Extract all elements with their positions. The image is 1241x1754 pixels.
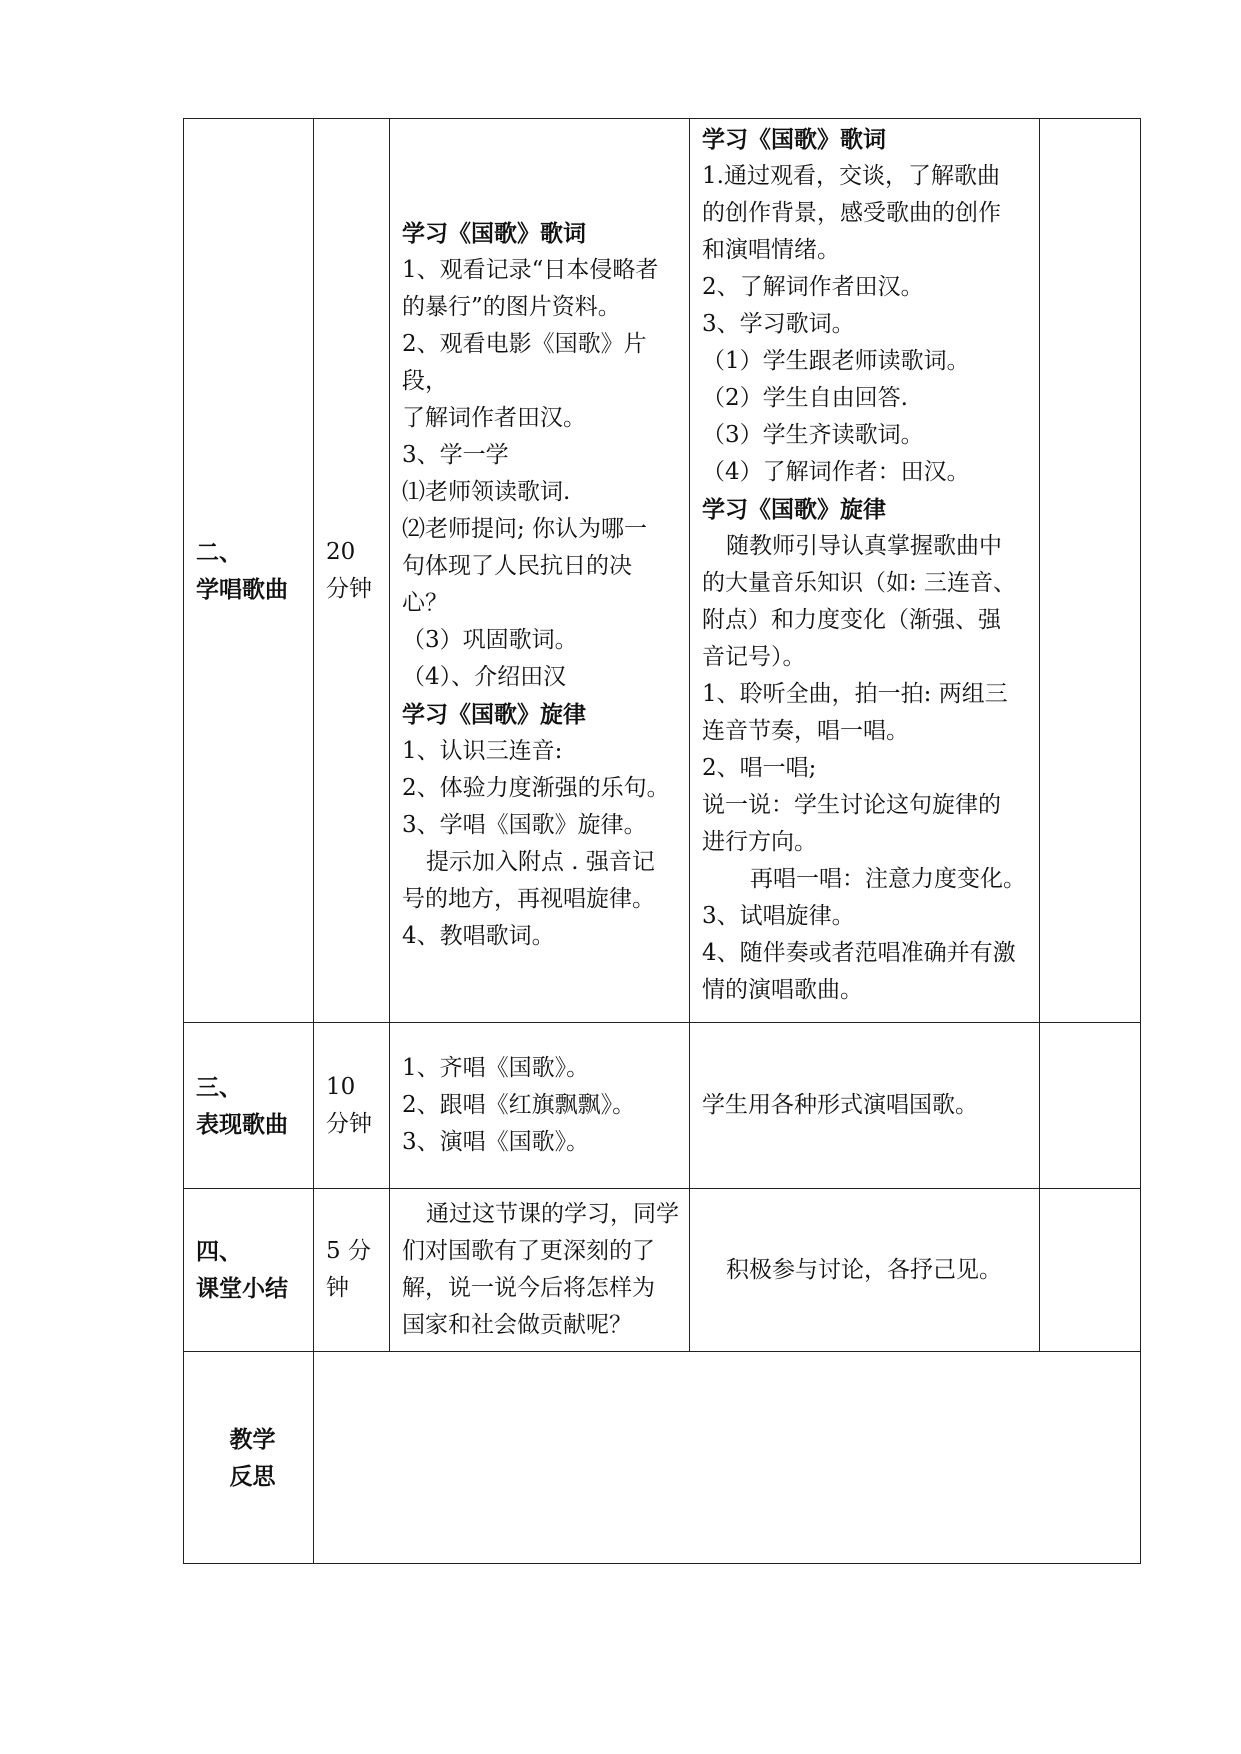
time-text: 20 bbox=[326, 538, 356, 565]
activity-line: （1）学生跟老师读歌词。 bbox=[702, 348, 970, 374]
student-activity-cell bbox=[690, 119, 1040, 1023]
activity-line: （4）了解词作者：田汉。 bbox=[702, 459, 970, 485]
stage-name: 学唱歌曲 bbox=[196, 575, 288, 603]
activity-line: 连音节奏，唱一唱。 bbox=[702, 718, 909, 744]
activity-line: （4）、介绍田汉 bbox=[402, 664, 567, 690]
activity-line: ⑴老师领读歌词. bbox=[402, 479, 571, 505]
activity-line: 心？ bbox=[402, 590, 448, 616]
activity-line: 们对国歌有了更深刻的了 bbox=[402, 1238, 655, 1264]
activity-line: 3、演唱《国歌》。 bbox=[402, 1129, 590, 1155]
notes-cell bbox=[1040, 119, 1141, 1023]
activity-line: 2、唱一唱; bbox=[702, 755, 817, 781]
activity-line: 3、学一学 bbox=[402, 442, 509, 468]
section-heading: 学习《国歌》旋律 bbox=[402, 701, 586, 728]
teacher-activity-cell bbox=[390, 1189, 690, 1352]
reflection-label: 教学 bbox=[229, 1425, 276, 1453]
notes-cell bbox=[1040, 1023, 1141, 1189]
activity-line: 的暴行”的图片资料。 bbox=[402, 294, 621, 320]
activity-line: 音记号）。 bbox=[702, 644, 806, 670]
activity-line: ⑵老师提问; 你认为哪一 bbox=[402, 516, 648, 542]
activity-line: 再唱一唱：注意力度变化。 bbox=[750, 866, 1026, 892]
activity-line: 4、随伴奏或者范唱准确并有激 bbox=[702, 940, 1016, 966]
activity-line: （2）学生自由回答. bbox=[702, 385, 908, 411]
activity-line: 学生用各种形式演唱国歌。 bbox=[702, 1092, 978, 1118]
table-row bbox=[184, 1189, 1141, 1352]
time-text: 分钟 bbox=[326, 1110, 372, 1137]
activity-line: 2、跟唱《红旗飘飘》。 bbox=[402, 1092, 636, 1118]
activity-line: 1、认识三连音: bbox=[402, 738, 563, 764]
stage-cell bbox=[184, 119, 314, 1023]
activity-line: （3）巩固歌词。 bbox=[402, 627, 578, 653]
activity-line: 1、齐唱《国歌》。 bbox=[402, 1055, 590, 1081]
activity-line: 国家和社会做贡献呢？ bbox=[402, 1312, 632, 1338]
reflection-row bbox=[184, 1352, 1141, 1564]
activity-line: 2、体验力度渐强的乐句。 bbox=[402, 775, 670, 801]
reflection-label: 反思 bbox=[229, 1462, 276, 1490]
table-row bbox=[184, 1023, 1141, 1189]
activity-line: 积极参与讨论，各抒己见。 bbox=[726, 1256, 1002, 1283]
lesson-plan-table bbox=[183, 118, 1141, 1564]
activity-line: 和演唱情绪。 bbox=[702, 237, 840, 263]
time-text: 钟 bbox=[326, 1275, 349, 1301]
stage-number: 三、 bbox=[196, 1073, 242, 1101]
stage-name: 课堂小结 bbox=[196, 1275, 288, 1302]
activity-line: 通过这节课的学习，同学 bbox=[426, 1201, 679, 1227]
reflection-label-cell bbox=[184, 1352, 314, 1564]
time-cell bbox=[314, 119, 390, 1023]
section-heading: 学习《国歌》歌词 bbox=[402, 220, 586, 247]
stage-number: 二、 bbox=[196, 538, 242, 566]
notes-cell bbox=[1040, 1189, 1141, 1352]
activity-line: 3、试唱旋律。 bbox=[702, 903, 855, 929]
teacher-activity-cell bbox=[390, 1023, 690, 1189]
time-text: 5 分 bbox=[326, 1238, 371, 1264]
activity-line: 1、聆听全曲，拍一拍: 两组三 bbox=[702, 681, 1008, 707]
activity-line: 进行方向。 bbox=[702, 829, 817, 855]
student-activity-cell bbox=[690, 1023, 1040, 1189]
time-text: 10 bbox=[326, 1073, 356, 1100]
activity-line: 的创作背景，感受歌曲的创作 bbox=[702, 200, 1001, 226]
activity-line: 解，说一说今后将怎样为 bbox=[402, 1275, 655, 1301]
activity-line: 附点）和力度变化（渐强、强 bbox=[702, 607, 1001, 633]
activity-line: 2、了解词作者田汉。 bbox=[702, 274, 924, 300]
activity-line: 1.通过观看，交谈，了解歌曲 bbox=[702, 163, 1000, 189]
activity-line: 的大量音乐知识（如: 三连音、 bbox=[702, 570, 1017, 596]
reflection-content-cell bbox=[314, 1352, 1141, 1564]
activity-line: 了解词作者田汉。 bbox=[402, 405, 586, 431]
stage-cell bbox=[184, 1023, 314, 1189]
time-text: 分钟 bbox=[326, 575, 372, 602]
activity-line: 3、学唱《国歌》旋律。 bbox=[402, 812, 647, 838]
activity-line: 情的演唱歌曲。 bbox=[702, 977, 863, 1003]
time-cell bbox=[314, 1189, 390, 1352]
section-heading: 学习《国歌》歌词 bbox=[702, 126, 886, 153]
activity-line: 4、教唱歌词。 bbox=[402, 923, 555, 949]
activity-line: 2、观看电影《国歌》片段， bbox=[402, 331, 647, 394]
activity-line: 号的地方，再视唱旋律。 bbox=[402, 886, 655, 912]
teacher-activity-cell bbox=[390, 119, 690, 1023]
table-row bbox=[184, 119, 1141, 1023]
activity-line: 3、学习歌词。 bbox=[702, 311, 855, 337]
activity-line: 句体现了人民抗日的决 bbox=[402, 553, 632, 579]
section-heading: 学习《国歌》旋律 bbox=[702, 496, 886, 523]
time-cell bbox=[314, 1023, 390, 1189]
stage-number: 四、 bbox=[196, 1238, 242, 1265]
stage-cell bbox=[184, 1189, 314, 1352]
activity-line: （3）学生齐读歌词。 bbox=[702, 422, 924, 448]
activity-line: 提示加入附点 . 强音记 bbox=[426, 849, 655, 875]
activity-line: 随教师引导认真掌握歌曲中 bbox=[726, 533, 1002, 559]
activity-line: 说一说：学生讨论这句旋律的 bbox=[702, 792, 1001, 818]
stage-name: 表现歌曲 bbox=[196, 1110, 288, 1138]
activity-line: 1、观看记录“日本侵略者 bbox=[402, 257, 659, 283]
student-activity-cell bbox=[690, 1189, 1040, 1352]
